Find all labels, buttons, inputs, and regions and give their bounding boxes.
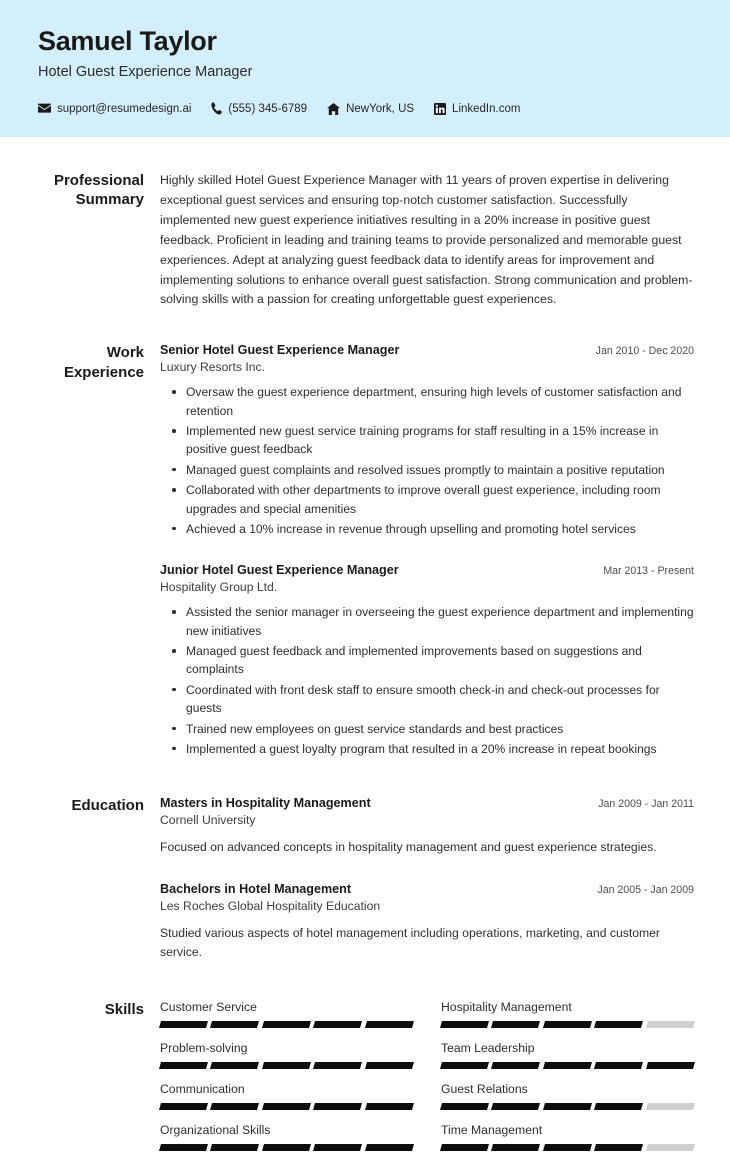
resume-body [0, 171, 730, 1164]
contact-item-envelope[interactable] [38, 103, 191, 115]
skill-rating-segment [543, 1021, 592, 1028]
entry-bullet-list [160, 383, 694, 538]
education-entries [160, 796, 694, 964]
skill-rating-segment [313, 1062, 362, 1069]
skill-item [160, 1082, 413, 1110]
entry-date: Jan 2005 - Jan 2009 [597, 884, 694, 897]
skill-rating-segment [262, 1062, 311, 1069]
contact-item-phone[interactable] [211, 102, 307, 115]
entry-header [160, 882, 694, 896]
skill-rating-segment [210, 1021, 259, 1028]
contact-text: support@resumedesign.ai [57, 102, 192, 115]
skill-name: Guest Relations [441, 1082, 528, 1097]
skill-name: Communication [160, 1082, 245, 1097]
skill-item [441, 1000, 694, 1028]
skill-rating-segment [543, 1062, 592, 1069]
job-title: Hotel Guest Experience Manager [38, 64, 253, 81]
skill-rating-segment [491, 1144, 540, 1151]
contact-item-home[interactable] [327, 103, 414, 115]
skill-item [441, 1082, 694, 1110]
entry-organization: Cornell University [160, 813, 256, 828]
entry-date: Jan 2010 - Dec 2020 [595, 345, 694, 358]
skill-rating-segment [313, 1021, 362, 1028]
skill-rating-segment [159, 1103, 208, 1110]
skill-item [160, 1000, 413, 1028]
skill-rating-segment [313, 1103, 362, 1110]
skill-rating-segment [262, 1103, 311, 1110]
skill-rating-segment [543, 1103, 592, 1110]
section-label-experience: Work Experience [63, 344, 144, 381]
skill-rating-segment [210, 1144, 259, 1151]
entry-organization: Luxury Resorts Inc. [160, 360, 265, 375]
skill-item [160, 1041, 413, 1069]
experience-entry [160, 563, 694, 758]
bullet-item: Oversaw the guest experience department, ensuring high levels of customer satisfaction and retention [186, 383, 694, 420]
entry-date: Jan 2009 - Jan 2011 [598, 798, 694, 811]
bullet-item: Implemented new guest service training programs for staff resulting in a 15% increase in positive guest feedback [186, 422, 694, 459]
skill-rating-segment [262, 1144, 311, 1151]
skill-rating-segment [646, 1144, 695, 1151]
contact-text: (555) 345-6789 [228, 102, 308, 115]
section-label-skills: Skills [104, 1001, 144, 1019]
skill-rating-segment [440, 1144, 489, 1151]
skill-rating-segment [594, 1144, 643, 1151]
linkedin-icon [434, 103, 446, 115]
section-work-experience [38, 343, 694, 760]
skill-rating-segment [594, 1021, 643, 1028]
envelope-icon [38, 103, 51, 114]
bullet-item: Coordinated with front desk staff to ensure smooth check-in and check-out processes for guests [186, 681, 694, 718]
skill-rating-segment [646, 1062, 695, 1069]
skills-grid [160, 1000, 694, 1164]
skill-rating-segment [491, 1062, 540, 1069]
skill-rating-segment [440, 1021, 489, 1028]
skill-rating-segment [491, 1021, 540, 1028]
entry-organization: Les Roches Global Hospitality Education [160, 899, 381, 914]
skill-name: Team Leadership [441, 1041, 535, 1056]
skill-rating-segment [365, 1021, 414, 1028]
summary-content [160, 171, 694, 310]
section-education [38, 796, 694, 964]
resume-header [0, 0, 730, 137]
entry-header [160, 343, 694, 357]
section-label-education: Education [71, 797, 144, 815]
skills-content [160, 1000, 694, 1164]
skill-rating-segment [440, 1062, 489, 1069]
bullet-item: Trained new employees on guest service standards and best practices [186, 720, 694, 738]
page-title: Samuel Taylor [38, 26, 217, 56]
experience-entries [160, 343, 694, 760]
skill-rating-segment [646, 1021, 695, 1028]
skill-item [441, 1123, 694, 1151]
bullet-item: Managed guest feedback and implemented improvements based on suggestions and complaints [186, 642, 694, 679]
skill-rating-bar [160, 1062, 413, 1069]
skill-rating-segment [159, 1062, 208, 1069]
skill-rating-bar [441, 1103, 694, 1110]
skill-rating-segment [365, 1062, 414, 1069]
section-label-summary: Professional Summary [53, 172, 144, 209]
contact-item-linkedin[interactable] [434, 103, 520, 115]
skill-rating-segment [440, 1103, 489, 1110]
bullet-item: Collaborated with other departments to improve overall guest experience, including room upgrades and special amenities [186, 481, 694, 518]
entry-header [160, 796, 694, 810]
skill-rating-bar [441, 1021, 694, 1028]
contact-row [38, 102, 694, 115]
phone-icon [211, 102, 222, 115]
contact-text: LinkedIn.com [452, 102, 521, 115]
bullet-item: Implemented a guest loyalty program that resulted in a 20% increase in repeat bookings [186, 740, 694, 758]
skill-rating-segment [210, 1103, 259, 1110]
skill-rating-segment [491, 1103, 540, 1110]
education-entry [160, 882, 694, 962]
skill-name: Organizational Skills [160, 1123, 271, 1138]
skill-rating-segment [543, 1144, 592, 1151]
skill-rating-segment [646, 1103, 695, 1110]
skill-rating-bar [160, 1103, 413, 1110]
skill-rating-segment [262, 1021, 311, 1028]
entry-description: Studied various aspects of hotel management including operations, marketing, and customer service. [160, 926, 660, 960]
skill-rating-bar [160, 1021, 413, 1028]
entry-title: Masters in Hospitality Management [160, 796, 371, 811]
skill-rating-segment [159, 1021, 208, 1028]
contact-text: NewYork, US [346, 102, 415, 115]
skill-name: Problem-solving [160, 1041, 248, 1056]
skill-rating-segment [210, 1062, 259, 1069]
entry-header [160, 563, 694, 577]
bullet-item: Assisted the senior manager in overseeing the guest experience department and implementing new initiatives [186, 603, 694, 640]
skill-rating-bar [441, 1144, 694, 1151]
entry-title: Bachelors in Hotel Management [160, 882, 352, 897]
entry-title: Senior Hotel Guest Experience Manager [160, 343, 400, 358]
entry-organization: Hospitality Group Ltd. [160, 580, 278, 595]
education-entry [160, 796, 694, 857]
skill-name: Hospitality Management [441, 1000, 572, 1015]
entry-date: Mar 2013 - Present [603, 565, 694, 578]
skill-rating-segment [365, 1103, 414, 1110]
skill-rating-segment [159, 1144, 208, 1151]
summary-text: Highly skilled Hotel Guest Experience Manager with 11 years of proven expertise in delivering exceptional guest services and ensuring top-notch customer satisfaction. Successfully implemented new guest experience initiatives resulting in a 20% increase in positive guest feedback. Proficient in leading and training teams to provide personalized and memorable guest experiences. Adept at analyzing guest feedback data to identify areas for improvement and implementing solutions to enhance overall guest satisfaction. Strong communication and problem-solving skills with a passion for creating unforgettable guest experiences. [160, 173, 693, 307]
bullet-item: Achieved a 10% increase in revenue through upselling and promoting hotel services [186, 520, 694, 538]
skill-rating-segment [594, 1103, 643, 1110]
section-skills [38, 1000, 694, 1164]
skill-rating-bar [160, 1144, 413, 1151]
skill-rating-bar [441, 1062, 694, 1069]
skill-rating-segment [594, 1062, 643, 1069]
entry-bullet-list [160, 603, 694, 758]
skill-item [160, 1123, 413, 1151]
skill-name: Customer Service [160, 1000, 257, 1015]
experience-entry [160, 343, 694, 538]
bullet-item: Managed guest complaints and resolved issues promptly to maintain a positive reputation [186, 461, 694, 479]
skill-name: Time Management [441, 1123, 543, 1138]
skill-rating-segment [313, 1144, 362, 1151]
home-icon [327, 103, 340, 115]
section-professional-summary [38, 171, 694, 310]
entry-title: Junior Hotel Guest Experience Manager [160, 563, 399, 578]
entry-description: Focused on advanced concepts in hospitality management and guest experience strategies. [160, 840, 657, 855]
skill-item [441, 1041, 694, 1069]
skill-rating-segment [365, 1144, 414, 1151]
